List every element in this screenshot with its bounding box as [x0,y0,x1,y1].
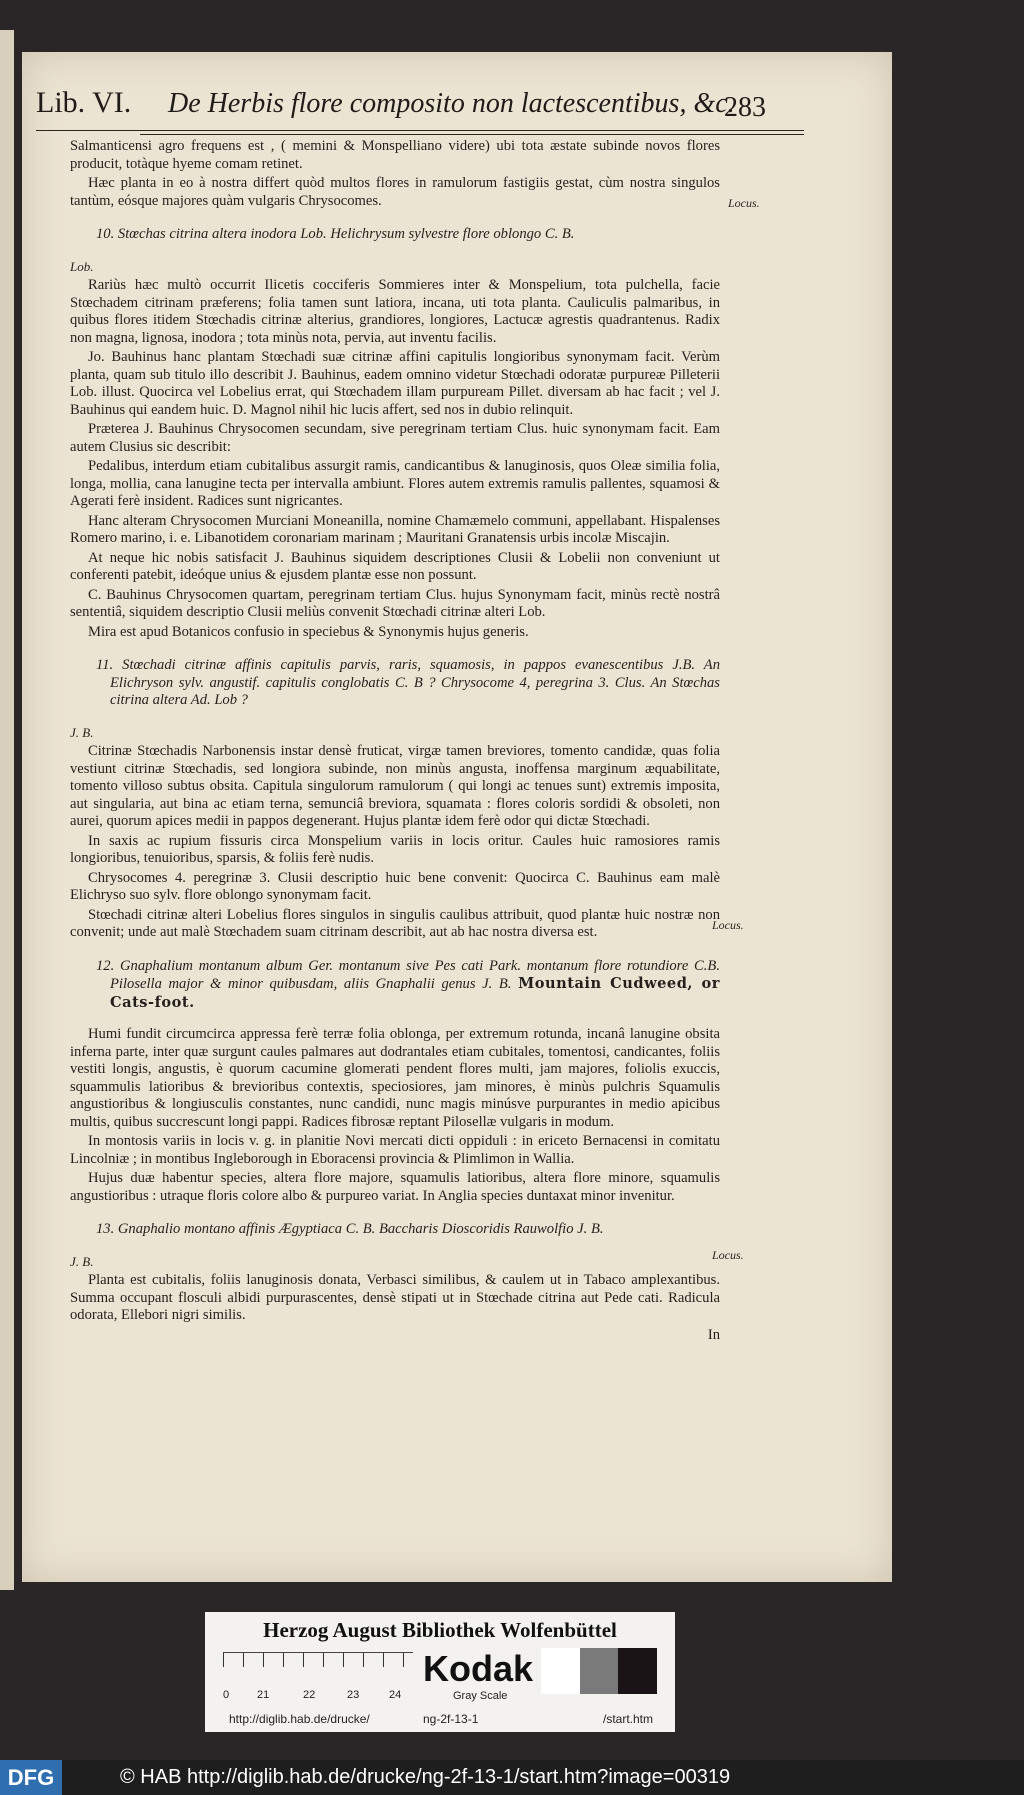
adjacent-page-edge [0,30,14,1590]
paragraph: In montosis variis in locis v. g. in planitie Novi mercati dicti oppiduli : in ericeto Bernacensi in comitatu Lincolniæ ; in montibus Ingleborough in Eboracensi provincia & Plimlimon in Wallia. [70,1133,720,1167]
paragraph: Planta est cubitalis, foliis lanuginosis donata, Verbasci similibus, & caulem ut in Tabaco amplexantibus. Summa occupant flosculi albidi purpurascentes, densè stipati ut in Stœchade citrina aut Pede cati. Radicula odorata, Ellebori nigri similis. [70,1272,720,1323]
card-url-c: /start.htm [603,1712,654,1726]
entry-heading-12-english: Mountain Cudweed, or Cats-foot. [110,975,720,1011]
dfg-logo: DFG [0,1760,62,1795]
page-body [70,138,720,1346]
book-number: Lib. VI. [36,86,132,119]
kodak-logo: Kodak [423,1648,534,1689]
scale-ruler [223,1652,413,1701]
paragraph: Præterea J. Bauhinus Chrysocomen secundam, sive peregrinam tertiam Clus. huic synonymam facit. Eam autem Clusius sic describit: [70,421,720,455]
header-rule [36,130,804,131]
entry-heading-11: 11. Stœchadi citrinæ affinis capitulis parvis, raris, squamosis, in pappos evanescentibus J.B. An Elichryson sylv. angustif. capitulis conglobatis C. B ? Chrysocome 4, peregrina 3. Clus. An Stœchas citrina altera Ad. Lob ? [96,657,720,708]
card-url-a: http://diglib.hab.de/drucke/ [229,1712,370,1726]
paragraph: Mira est apud Botanicos confusio in speciebus & Synonymis hujus generis. [88,623,529,640]
paragraph: Citrinæ Stœchadis Narbonensis instar densè fruticat, virgæ tamen breviores, tomento candidæ, quas folia vestiunt citrinæ Stœchadis, sed longiora subinde, non minùs angusta, inoffensa marginum æquabilitate, tomento villoso subtus obsita. Capitula singulorum ramulorum ( qui longi ac tenues sunt) extremis imposita, aut singularia, aut bina ac etiam terna, semunciâ breviora, squamata : flores coloris sordidi & obsoleti, non aurei, quorum apices medii in pappos degenerant. Hujus plantæ idem ferè odor qui dictæ Stœchadi. [70,743,720,829]
paragraph: Humi fundit circumcirca appressa ferè terræ folia oblonga, per extremum rotunda, incanâ lanugine obsita inferna parte, inter quæ surgunt caules palmares aut dodrantales etiam cubitales, tomentosi, candicantes, foliis vestiti longis, angustis, è quorum cacumine glomerati pendent flores multi, jam majores, foliolis exuccis, squammulis latioribus & brevioribus contextis, speciosiores, jam minores, è minùs pulchris Squamulis angustioribus & longiusculis constantes, nunc candidi, nunc magis minúsve purpurantes in medio apicibus multis, quibus succrescunt longi pappi. Radices fibrosæ reptant Pilosellæ vulgaris in modum. [70,1026,720,1130]
ruler-number: 0 [223,1689,230,1701]
swatch-gray [580,1648,619,1694]
catchword: In [707,1326,720,1343]
entry-heading-10: 10. Stœchas citrina altera inodora Lob. Helichrysum sylvestre flore oblongo C. B. [96,226,575,242]
swatch-white [541,1648,580,1694]
ruler-number: 21 [257,1689,270,1701]
entry-heading-13: 13. Gnaphalio montano affinis Ægyptiaca C. B. Baccharis Dioscoridis Rauwolfio J. B. [96,1221,604,1237]
paragraph: C. Bauhinus Chrysocomen quartam, peregrinam tertiam Clus. hujus Synonymam facit, minùs rectè nostrâ sententiâ, siquidem descriptio Clusii meliùs convenit Stœchadi citrinæ alteri Lob. [70,586,720,620]
source-label: J. B. [70,724,94,740]
paragraph: Rariùs hæc multò occurrit Ilicetis cocciferis Sommieres inter & Monspelium, tota pulchella, facie Stœchadem citrinam præferens; folia tamen sunt latiora, incana, uti tota planta. Cauliculis palmaribus, in quibus flores itidem Stœchadis citrinæ alterius, grandiores, longiores, Lactucæ agrestis quadrantenus. Radix non magna, lignosa, inodora ; tota minùs nota, pervia, aut inventu facilis. [70,277,720,346]
source-label: Lob. [70,258,94,274]
footer-bar [0,1760,1024,1795]
library-name: Herzog August Bibliothek Wolfenbüttel [263,1618,617,1642]
paragraph: In saxis ac rupium fissuris circa Monspelium variis in locis oritur. Caules huic ramosiores ramis longioribus, tenuioribus, sparsis, & foliis ferè nudis. [70,832,720,866]
paragraph: Stœchadi citrinæ alteri Lobelius flores singulos in singulis caulibus attribuit, quod plantæ huic nostræ non convenit; unde aut malè Stœchadem suam citrinam describit, aut ab hac nostra diversa est. [70,906,720,940]
card-url-b: ng-2f-13-1 [423,1712,479,1726]
header-rule-inner [140,134,804,135]
paragraph: Pedalibus, interdum etiam cubitalibus assurgit ramis, candicantibus & lanuginosis, quos Oleæ similia folia, longa, mollia, cana lanugine tecta per intervalla ambiunt. Flores autem extremis ramulis pallentes, squamosi & Agerati ferè insident. Radices sunt nigricantes. [70,458,720,509]
paragraph: Hanc alteram Chrysocomen Murciani Moneanilla, nomine Chamæmelo communi, appellabant. Hispalenses Romero marino, i. e. Libanotidem coronariam marinam ; Mauritani Granatensis urbis incolæ Miscajin. [70,512,720,546]
paragraph: Jo. Bauhinus hanc plantam Stœchadi suæ citrinæ affini capitulis longioribus synonymam facit. Verùm planta, quam sub titulo illo describit J. Bauhinus, eadem omnino videtur Stœchadi odoratæ purpureæ Pilleterii Lob. illust. Quocirca vel Lobelius errat, qui Stœchadem illam purpuream Pillet. diversam ab hac facit ; vel J. Bauhinus qui eandem huic. D. Magnol nihil hic lucis affert, sed nos in dubio relinquit. [70,349,720,418]
entry-heading-12-latin: 12. Gnaphalium montanum album Ger. montanum sive Pes cati Park. montanum flore rotundiore C.B. Pilosella major & minor quibusdam, aliis Gnaphalii genus J. B. [96,957,720,992]
header-title: De Herbis flore composito non lactescentibus, &c. [168,88,735,119]
margin-note: Locus. [712,1248,744,1262]
copyright-link[interactable]: © HAB http://diglib.hab.de/drucke/ng-2f-13-1/start.htm?image=00319 [120,1766,731,1788]
ruler-number: 24 [389,1689,402,1701]
entry-heading-12 [70,958,720,1013]
ruler-number: 22 [303,1689,316,1701]
color-calibration-card [205,1612,675,1732]
gray-swatches [541,1648,657,1694]
paragraph: Salmanticensi agro frequens est , ( memini & Monspelliano videre) ubi tota æstate subinde novos flores producit, totàque hyeme comam retinet. [70,138,720,172]
swatch-black [618,1648,657,1694]
ruler-number: 23 [347,1689,360,1701]
paragraph: Chrysocomes 4. peregrinæ 3. Clusii descriptio huic bene convenit: Quocirca C. Bauhinus eam malè Elichryso suo sylv. flore oblongo synonymam facit. [70,869,720,903]
running-header [36,86,804,124]
page-number: 283 [724,92,766,123]
gray-scale-label: Gray Scale [453,1690,508,1702]
paragraph: At neque hic nobis satisfacit J. Bauhinus siquidem descriptiones Clusii & Lobelii non conveniunt ut conferenti patebit, ideóque unius & ejusdem plantæ esse non possunt. [70,549,720,583]
margin-note: Locus. [728,196,760,210]
paragraph: Hujus duæ habentur species, altera flore majore, squamulis latioribus, altera flore minore, squamulis angustioribus : utraque floris colore albo & purpureo variat. In Anglia species duntaxat minor invenitur. [70,1170,720,1204]
paragraph: Hæc planta in eo à nostra differt quòd multos flores in ramulorum fastigiis gestat, cùm nostra singulos tantùm, eósque majores quàm vulgaris Chrysocomes. [70,175,720,209]
margin-note: Locus. [712,918,744,932]
source-label: J. B. [70,1253,94,1269]
